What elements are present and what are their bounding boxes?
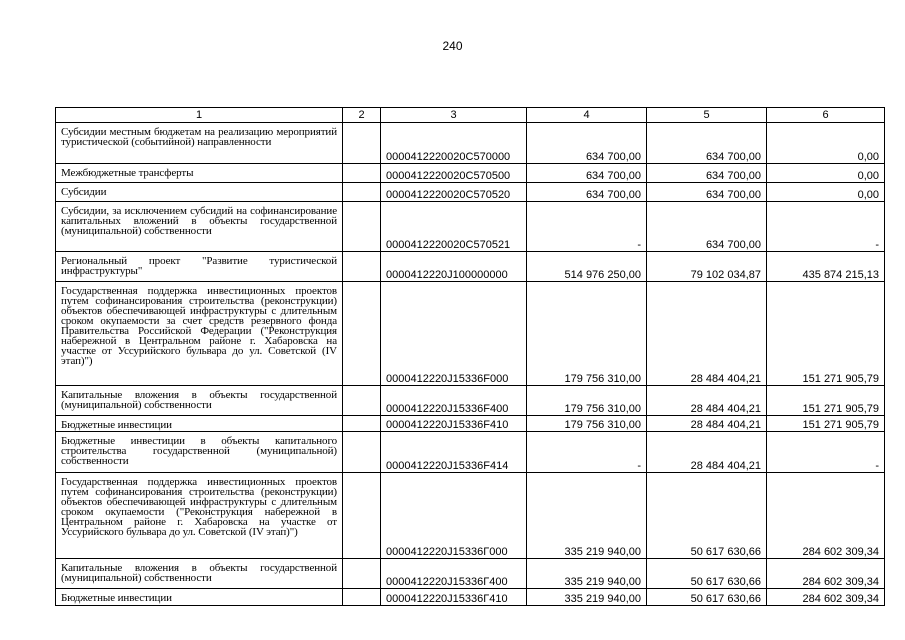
row-code: 0000412220020С570500 xyxy=(381,164,527,183)
row-value-col6: - xyxy=(767,202,885,252)
row-col2 xyxy=(343,559,381,589)
row-code: 0000412220J15336F414 xyxy=(381,432,527,473)
row-value-col5: 50 617 630,66 xyxy=(647,589,767,606)
row-value-col4: 634 700,00 xyxy=(527,164,647,183)
column-header-3: 3 xyxy=(381,108,527,123)
row-value-col6: 284 602 309,34 xyxy=(767,473,885,559)
row-col2 xyxy=(343,282,381,386)
row-col2 xyxy=(343,432,381,473)
row-value-col5: 634 700,00 xyxy=(647,164,767,183)
row-description: Субсидии, за исключением субсидий на софинансирование капитальных вложений в объекты государственной (муниципальной) собственности xyxy=(56,202,343,252)
row-value-col4: 514 976 250,00 xyxy=(527,252,647,282)
row-description: Региональный проект "Развитие туристической инфраструктуры" xyxy=(56,252,343,282)
column-header-6: 6 xyxy=(767,108,885,123)
column-header-1: 1 xyxy=(56,108,343,123)
row-value-col6: 0,00 xyxy=(767,164,885,183)
row-code: 0000412220020С570520 xyxy=(381,183,527,202)
row-code: 0000412220J15336Г000 xyxy=(381,473,527,559)
table-row xyxy=(56,202,885,252)
row-description: Бюджетные инвестиции в объекты капитального строительства государственной (муниципальной) собственности xyxy=(56,432,343,473)
row-value-col5: 28 484 404,21 xyxy=(647,432,767,473)
row-value-col5: 28 484 404,21 xyxy=(647,416,767,432)
row-value-col4: - xyxy=(527,202,647,252)
row-col2 xyxy=(343,164,381,183)
row-value-col5: 28 484 404,21 xyxy=(647,386,767,416)
row-value-col5: 50 617 630,66 xyxy=(647,473,767,559)
row-code: 0000412220J15336F000 xyxy=(381,282,527,386)
row-value-col5: 634 700,00 xyxy=(647,123,767,164)
row-value-col4: 179 756 310,00 xyxy=(527,282,647,386)
row-value-col5: 634 700,00 xyxy=(647,183,767,202)
row-col2 xyxy=(343,386,381,416)
table-row xyxy=(56,252,885,282)
table-row xyxy=(56,432,885,473)
row-value-col4: - xyxy=(527,432,647,473)
row-value-col4: 179 756 310,00 xyxy=(527,386,647,416)
row-value-col4: 335 219 940,00 xyxy=(527,589,647,606)
row-value-col6: - xyxy=(767,432,885,473)
table-row xyxy=(56,473,885,559)
row-value-col4: 335 219 940,00 xyxy=(527,559,647,589)
row-col2 xyxy=(343,183,381,202)
row-col2 xyxy=(343,416,381,432)
table-header-row xyxy=(56,108,885,123)
row-code: 0000412220J15336Г400 xyxy=(381,559,527,589)
row-value-col5: 79 102 034,87 xyxy=(647,252,767,282)
row-description: Капитальные вложения в объекты государственной (муниципальной) собственности xyxy=(56,386,343,416)
row-value-col4: 179 756 310,00 xyxy=(527,416,647,432)
row-value-col6: 284 602 309,34 xyxy=(767,559,885,589)
row-code: 0000412220J15336F400 xyxy=(381,386,527,416)
row-code: 0000412220020С570521 xyxy=(381,202,527,252)
row-col2 xyxy=(343,202,381,252)
row-description: Государственная поддержка инвестиционных проектов путем софинансирования строительства (реконструкции) объектов обеспечивающей инфраструктуры с длительным сроком окупаемости за счет средств резервного фонда Правительства Российской Федерации ("Реконструкция набережной в Центральном районе г. Хабаровска на участке от Уссурийского бульвара до ул. Советской (IV этап)") xyxy=(56,282,343,386)
row-code: 0000412220J100000000 xyxy=(381,252,527,282)
table-row xyxy=(56,164,885,183)
budget-table xyxy=(55,107,885,606)
table-row xyxy=(56,386,885,416)
row-description: Бюджетные инвестиции xyxy=(56,416,343,432)
table-row xyxy=(56,416,885,432)
row-value-col6: 151 271 905,79 xyxy=(767,282,885,386)
row-description: Бюджетные инвестиции xyxy=(56,589,343,606)
row-code: 0000412220J15336Г410 xyxy=(381,589,527,606)
row-value-col6: 151 271 905,79 xyxy=(767,386,885,416)
row-description: Межбюджетные трансферты xyxy=(56,164,343,183)
row-value-col4: 335 219 940,00 xyxy=(527,473,647,559)
page-number: 240 xyxy=(442,39,463,53)
row-value-col6: 284 602 309,34 xyxy=(767,589,885,606)
table-row xyxy=(56,589,885,606)
row-value-col4: 634 700,00 xyxy=(527,123,647,164)
row-value-col6: 0,00 xyxy=(767,123,885,164)
row-description: Капитальные вложения в объекты государственной (муниципальной) собственности xyxy=(56,559,343,589)
table-row xyxy=(56,282,885,386)
row-col2 xyxy=(343,589,381,606)
column-header-4: 4 xyxy=(527,108,647,123)
table-row xyxy=(56,123,885,164)
table-row xyxy=(56,183,885,202)
row-description: Государственная поддержка инвестиционных проектов путем софинансирования строительства (реконструкции) объектов обеспечивающей инфраструктуры с длительным сроком окупаемости ("Реконструкция набережной в Центральном районе г. Хабаровска на участке от Уссурийского бульвара до ул. Советской (IV этап)") xyxy=(56,473,343,559)
row-col2 xyxy=(343,252,381,282)
row-description: Субсидии xyxy=(56,183,343,202)
row-description: Субсидии местным бюджетам на реализацию мероприятий туристической (событийной) направленности xyxy=(56,123,343,164)
column-header-2: 2 xyxy=(343,108,381,123)
row-value-col5: 634 700,00 xyxy=(647,202,767,252)
row-value-col5: 50 617 630,66 xyxy=(647,559,767,589)
row-value-col4: 634 700,00 xyxy=(527,183,647,202)
row-value-col6: 435 874 215,13 xyxy=(767,252,885,282)
row-value-col5: 28 484 404,21 xyxy=(647,282,767,386)
row-code: 0000412220020С570000 xyxy=(381,123,527,164)
table-row xyxy=(56,559,885,589)
column-header-5: 5 xyxy=(647,108,767,123)
row-col2 xyxy=(343,473,381,559)
row-value-col6: 151 271 905,79 xyxy=(767,416,885,432)
row-col2 xyxy=(343,123,381,164)
row-value-col6: 0,00 xyxy=(767,183,885,202)
row-code: 0000412220J15336F410 xyxy=(381,416,527,432)
